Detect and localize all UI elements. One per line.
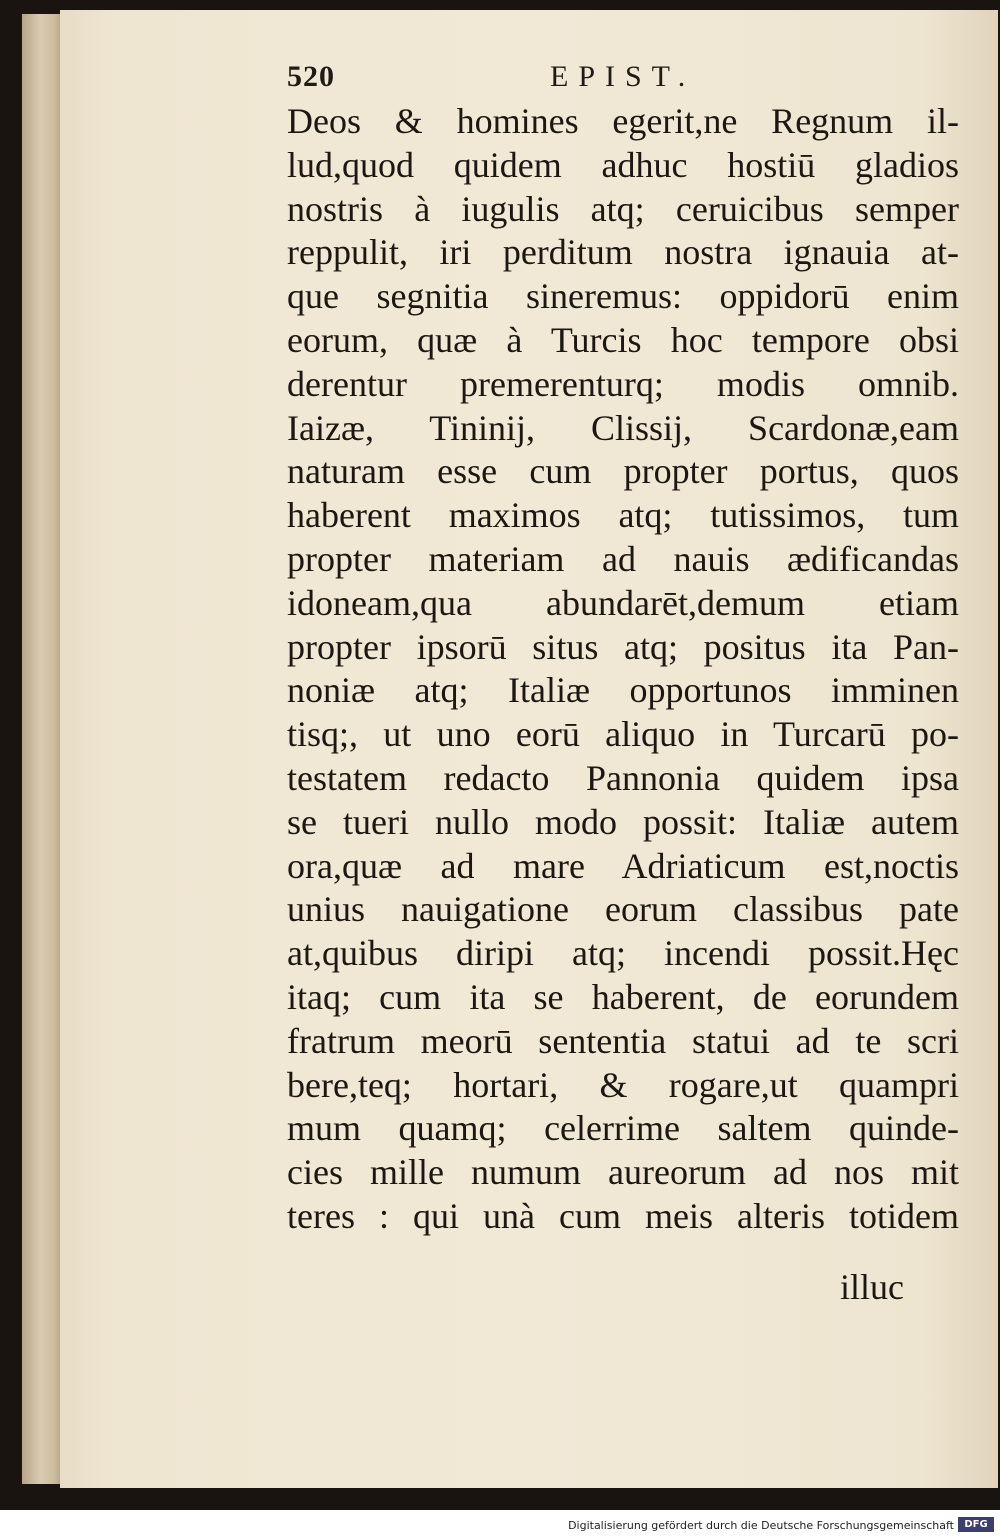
text-line: cies mille numum aureorum ad nos mit (287, 1152, 959, 1193)
dfg-logo-icon: DFG (958, 1517, 994, 1532)
page-header (287, 60, 947, 100)
text-line: mum quamq; celerrime saltem quinde- (287, 1108, 959, 1149)
text-line: Deos & homines egerit,ne Regnum il- (287, 101, 959, 141)
text-line: itaq; cum ita se haberent, de eorundem (287, 976, 959, 1017)
text-line: noniæ atq; Italiæ opportunos imminen (287, 670, 959, 711)
text-line: que segnitia sineremus: oppidorū enim (287, 276, 959, 317)
text-line: ora,quæ ad mare Adriaticum est,noctis (287, 845, 959, 886)
running-head: EPIST. (550, 60, 696, 93)
page-number: 520 (287, 60, 335, 93)
text-line: nostris à iugulis atq; ceruicibus semper (287, 188, 959, 229)
text-line: tisq;, ut uno eorū aliquo in Turcarū po- (287, 714, 959, 755)
text-line: testatem redacto Pannonia quidem ipsa (287, 757, 959, 798)
text-line: propter materiam ad nauis ædificandas (287, 538, 959, 579)
catchword: illuc (840, 1267, 904, 1307)
text-line: reppulit, iri perditum nostra ignauia at- (287, 232, 959, 273)
body-text (287, 100, 959, 1239)
text-line: idoneam,qua abundarēt,demum etiam (287, 582, 959, 623)
text-line: fratrum meorū sententia statui ad te scri (287, 1020, 959, 1061)
text-line: eorum, quæ à Turcis hoc tempore obsi (287, 319, 959, 360)
text-line: haberent maximos atq; tutissimos, tum (287, 495, 959, 536)
text-line: lud,quod quidem adhuc hostiū gladios (287, 144, 959, 185)
text-line: unius nauigatione eorum classibus pate (287, 889, 959, 930)
funding-credit: Digitalisierung gefördert durch die Deutsche Forschungsgemeinschaft (568, 1519, 954, 1532)
text-line: propter ipsorū situs atq; positus ita Pan- (287, 626, 959, 667)
digitization-footer (0, 1510, 1000, 1540)
text-line: at,quibus diripi atq; incendi possit.Hęc (287, 933, 959, 974)
text-line: derentur premerenturq; modis omnib. (287, 363, 959, 404)
text-line: se tueri nullo modo possit: Italiæ autem (287, 801, 959, 842)
text-line: naturam esse cum propter portus, quos (287, 451, 959, 492)
text-line: Iaizæ, Tininij, Clissij, Scardonæ,eam (287, 407, 959, 448)
text-line: bere,teq; hortari, & rogare,ut quampri (287, 1064, 959, 1105)
text-line: teres : qui unà cum meis alteris totidem (287, 1195, 959, 1236)
